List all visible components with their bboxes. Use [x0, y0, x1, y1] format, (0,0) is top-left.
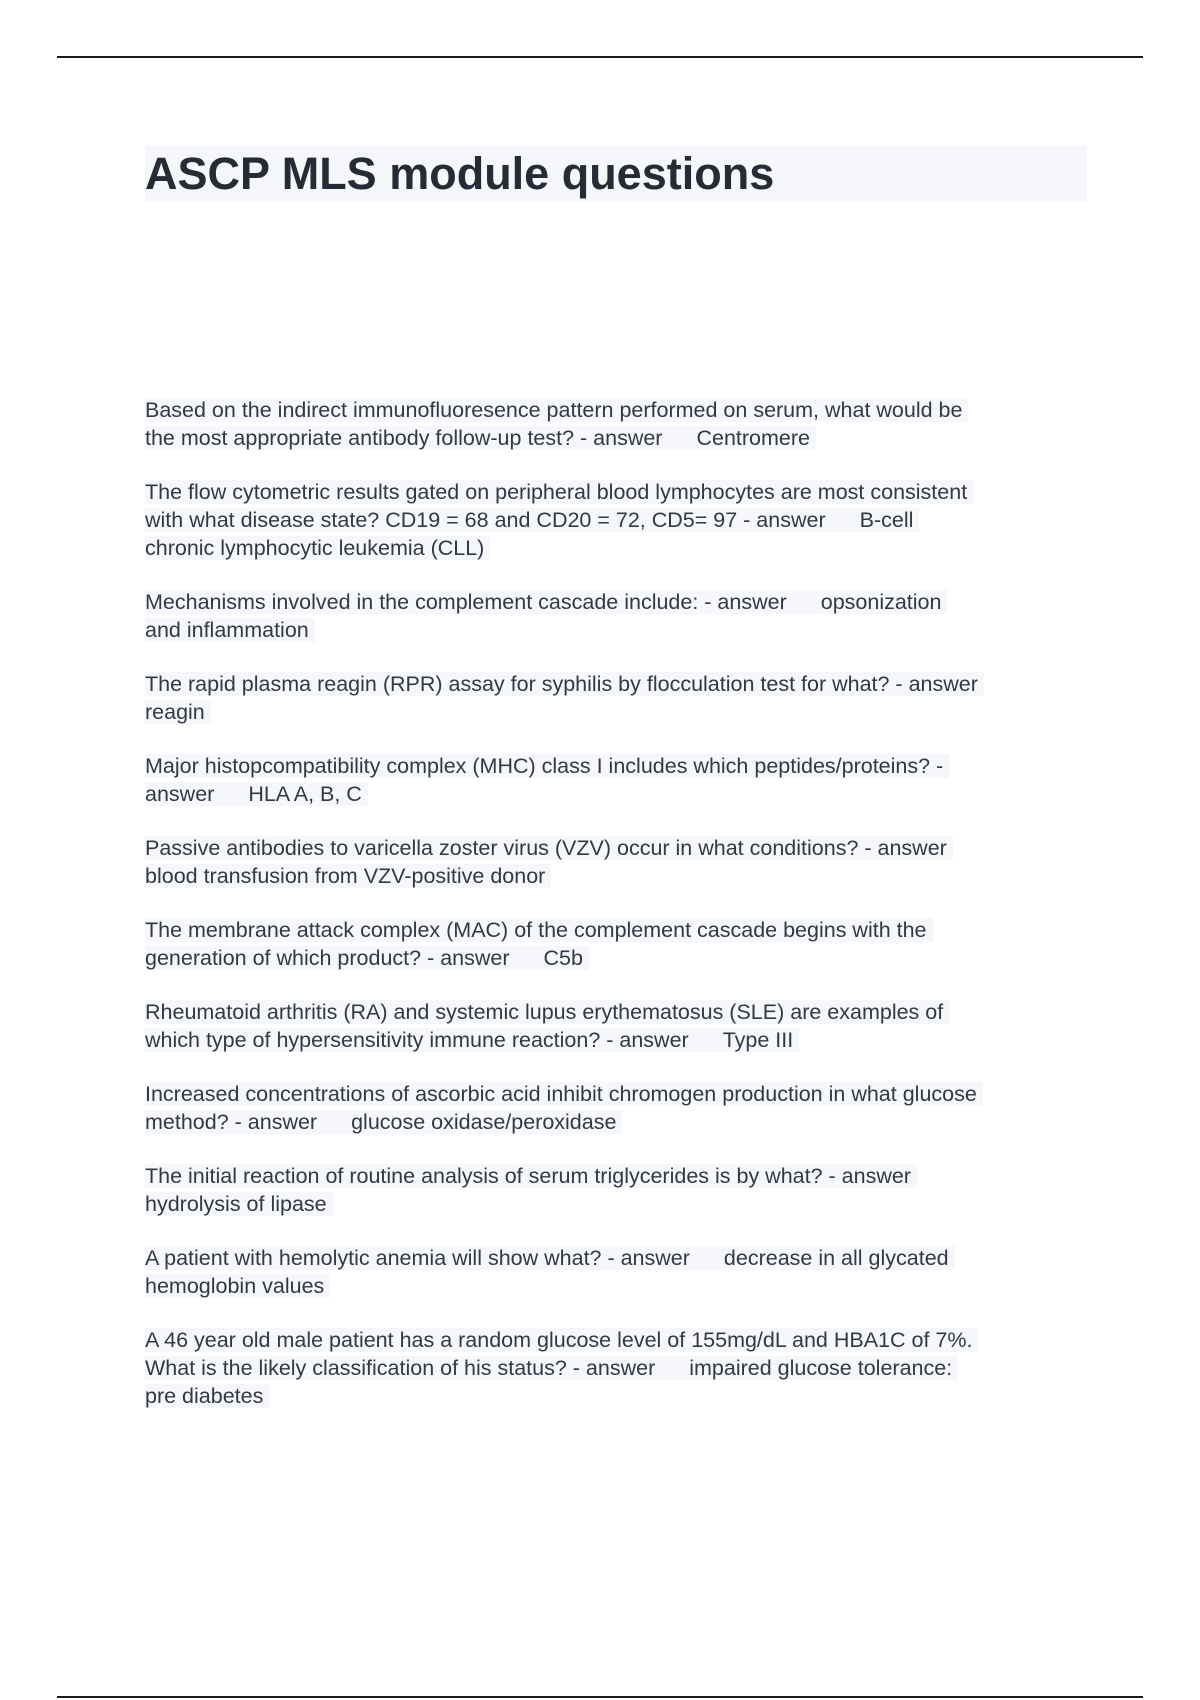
- answer-text: decrease in all glycated: [723, 1246, 949, 1270]
- answer-text: Type III: [722, 1028, 794, 1052]
- question-line: Passive antibodies to varicella zoster virus (VZV) occur in what conditions? - answer: [145, 836, 953, 860]
- question-line: The rapid plasma reagin (RPR) assay for syphilis by flocculation test for what? - answer: [145, 672, 984, 696]
- question-item: [145, 1244, 1095, 1300]
- bottom-rule: [57, 1696, 1143, 1698]
- answer-text: chronic lymphocytic leukemia (CLL): [145, 536, 490, 560]
- question-line: The membrane attack complex (MAC) of the complement cascade begins with the: [145, 918, 933, 942]
- answer-text: Centromere: [696, 426, 810, 450]
- question-line: Based on the indirect immunofluoresence pattern performed on serum, what would be: [145, 398, 968, 422]
- question-line: method? - answer: [145, 1110, 318, 1134]
- answer-text: pre diabetes: [145, 1384, 269, 1408]
- question-line: generation of which product? - answer: [145, 946, 510, 970]
- answer-text: blood transfusion from VZV-positive donor: [145, 864, 551, 888]
- answer-text: B-cell: [859, 508, 914, 532]
- question-item: [145, 998, 1095, 1054]
- question-item: [145, 916, 1095, 972]
- question-line: which type of hypersensitivity immune reaction? - answer: [145, 1028, 689, 1052]
- question-item: [145, 1326, 1095, 1410]
- answer-text: HLA A, B, C: [248, 782, 362, 806]
- answer-text: glucose oxidase/peroxidase: [351, 1110, 617, 1134]
- answer-text: opsonization: [820, 590, 942, 614]
- question-item: [145, 834, 1095, 890]
- question-item: [145, 588, 1095, 644]
- question-line: the most appropriate antibody follow-up test? - answer: [145, 426, 663, 450]
- question-item: [145, 396, 1095, 452]
- question-line: What is the likely classification of his status? - answer: [145, 1356, 656, 1380]
- question-item: [145, 670, 1095, 726]
- answer-text: and inflammation: [145, 618, 315, 642]
- answer-text: reagin: [145, 700, 211, 724]
- answer-text: C5b: [543, 946, 583, 970]
- question-line: Increased concentrations of ascorbic acid inhibit chromogen production in what glucose: [145, 1082, 983, 1106]
- question-item: [145, 1162, 1095, 1218]
- question-list: [145, 396, 1095, 1436]
- answer-text: impaired glucose tolerance:: [689, 1356, 953, 1380]
- question-line: Rheumatoid arthritis (RA) and systemic lupus erythematosus (SLE) are examples of: [145, 1000, 949, 1024]
- answer-text: hemoglobin values: [145, 1274, 330, 1298]
- question-line: answer: [145, 782, 215, 806]
- question-line: Major histopcompatibility complex (MHC) class I includes which peptides/proteins? -: [145, 754, 949, 778]
- question-item: [145, 478, 1095, 562]
- question-line: Mechanisms involved in the complement cascade include: - answer: [145, 590, 787, 614]
- document-title: ASCP MLS module questions: [145, 146, 1087, 202]
- question-item: [145, 1080, 1095, 1136]
- question-line: A patient with hemolytic anemia will show what? - answer: [145, 1246, 690, 1270]
- question-line: The initial reaction of routine analysis of serum triglycerides is by what? - answer: [145, 1164, 917, 1188]
- question-line: with what disease state? CD19 = 68 and CD20 = 72, CD5= 97 - answer: [145, 508, 826, 532]
- question-line: The flow cytometric results gated on peripheral blood lymphocytes are most consistent: [145, 480, 973, 504]
- top-rule: [57, 56, 1143, 58]
- answer-text: hydrolysis of lipase: [145, 1192, 333, 1216]
- question-line: A 46 year old male patient has a random glucose level of 155mg/dL and HBA1C of 7%.: [145, 1328, 978, 1352]
- question-item: [145, 752, 1095, 808]
